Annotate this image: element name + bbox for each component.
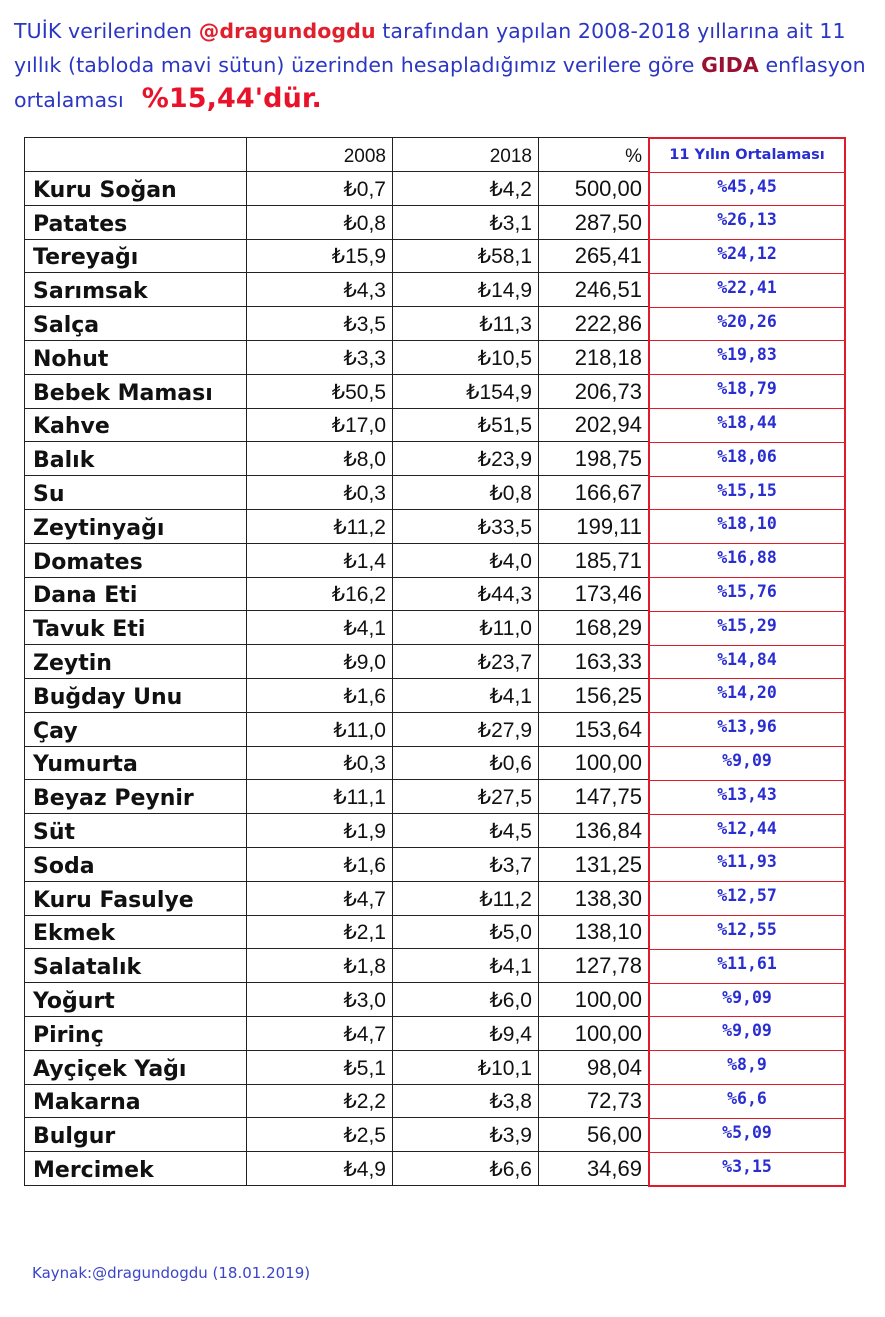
average-value: %11,61: [717, 953, 777, 973]
average-cell: [649, 1085, 845, 1119]
average-value: %16,88: [717, 548, 777, 568]
average-value: %12,55: [717, 920, 777, 940]
table-row: [25, 408, 649, 442]
price-2008: ₺4,9: [247, 1152, 393, 1186]
percent-change: 147,75: [539, 780, 649, 814]
average-value: %11,93: [717, 852, 777, 872]
item-name: Patates: [25, 205, 247, 239]
item-name: Makarna: [25, 1084, 247, 1118]
average-cell: [649, 949, 845, 983]
price-2018: ₺3,8: [393, 1084, 539, 1118]
average-column: [648, 137, 846, 1187]
header-percent: %: [539, 138, 649, 172]
average-row: [649, 544, 845, 578]
table-row: [25, 442, 649, 476]
price-2018: ₺9,4: [393, 1016, 539, 1050]
average-header-row: [649, 138, 845, 172]
average-value: %12,57: [717, 886, 777, 906]
table-row: [25, 307, 649, 341]
table-row: [25, 374, 649, 408]
average-cell: [649, 307, 845, 341]
item-name: Pirinç: [25, 1016, 247, 1050]
price-2018: ₺4,2: [393, 172, 539, 206]
title-part2: tarafından yapılan 2008-2018 yıllarına ait 11 yıllık (tabloda mavi sütun) üzerinden hesapladığımız verilere göre: [14, 19, 846, 77]
price-2008: ₺4,7: [247, 881, 393, 915]
average-cell: [649, 206, 845, 240]
average-cell: [649, 442, 845, 476]
price-2008: ₺4,3: [247, 273, 393, 307]
percent-change: 72,73: [539, 1084, 649, 1118]
table-row: [25, 847, 649, 881]
average-value: %20,26: [717, 311, 777, 331]
average-cell: [649, 1051, 845, 1085]
item-name: Yoğurt: [25, 983, 247, 1017]
price-2018: ₺5,0: [393, 915, 539, 949]
percent-change: 206,73: [539, 374, 649, 408]
percent-change: 163,33: [539, 645, 649, 679]
price-2018: ₺11,2: [393, 881, 539, 915]
price-2008: ₺1,6: [247, 847, 393, 881]
price-2008: ₺11,2: [247, 509, 393, 543]
percent-change: 246,51: [539, 273, 649, 307]
table-row: [25, 509, 649, 543]
table-row: [25, 205, 649, 239]
price-2008: ₺1,9: [247, 814, 393, 848]
price-2018: ₺6,0: [393, 983, 539, 1017]
percent-change: 56,00: [539, 1118, 649, 1152]
average-row: [649, 882, 845, 916]
average-cell: [649, 240, 845, 274]
price-2018: ₺11,3: [393, 307, 539, 341]
price-2018: ₺14,9: [393, 273, 539, 307]
average-value: %12,44: [717, 818, 777, 838]
price-2018: ₺154,9: [393, 374, 539, 408]
average-cell: [649, 375, 845, 409]
header-name: [25, 138, 247, 172]
average-row: [649, 1051, 845, 1085]
average-row: [649, 341, 845, 375]
price-2008: ₺9,0: [247, 645, 393, 679]
average-cell: [649, 341, 845, 375]
table-row: [25, 780, 649, 814]
price-2008: ₺0,8: [247, 205, 393, 239]
price-2008: ₺0,7: [247, 172, 393, 206]
percent-change: 287,50: [539, 205, 649, 239]
price-2018: ₺3,9: [393, 1118, 539, 1152]
percent-change: 100,00: [539, 1016, 649, 1050]
item-name: Zeytin: [25, 645, 247, 679]
item-name: Domates: [25, 543, 247, 577]
item-name: Kahve: [25, 408, 247, 442]
price-2008: ₺50,5: [247, 374, 393, 408]
average-cell: [649, 1152, 845, 1186]
percent-change: 131,25: [539, 847, 649, 881]
table-row: [25, 678, 649, 712]
average-cell: [649, 578, 845, 612]
percent-change: 218,18: [539, 340, 649, 374]
table-row: [25, 1084, 649, 1118]
average-cell: [649, 273, 845, 307]
average-value: %3,15: [722, 1156, 772, 1176]
average-row: [649, 916, 845, 950]
percent-change: 100,00: [539, 746, 649, 780]
percent-change: 138,30: [539, 881, 649, 915]
percent-change: 136,84: [539, 814, 649, 848]
average-cell: [649, 1118, 845, 1152]
header-2018: 2018: [393, 138, 539, 172]
price-2008: ₺4,1: [247, 611, 393, 645]
price-2018: ₺58,1: [393, 239, 539, 273]
average-row: [649, 476, 845, 510]
title-handle: @dragundogdu: [198, 19, 376, 43]
average-cell: [649, 713, 845, 747]
average-value: %14,84: [717, 649, 777, 669]
average-row: [649, 409, 845, 443]
price-2008: ₺2,1: [247, 915, 393, 949]
average-row: [649, 983, 845, 1017]
title-part1: TUİK verilerinden: [14, 19, 199, 43]
price-2008: ₺2,5: [247, 1118, 393, 1152]
table-row: [25, 611, 649, 645]
average-cell: [649, 476, 845, 510]
price-2008: ₺2,2: [247, 1084, 393, 1118]
average-value: %14,20: [717, 683, 777, 703]
average-row: [649, 780, 845, 814]
item-name: Kuru Soğan: [25, 172, 247, 206]
item-name: Kuru Fasulye: [25, 881, 247, 915]
average-row: [649, 949, 845, 983]
item-name: Ekmek: [25, 915, 247, 949]
item-name: Tereyağı: [25, 239, 247, 273]
table-row: [25, 1050, 649, 1084]
percent-change: 153,64: [539, 712, 649, 746]
item-name: Salça: [25, 307, 247, 341]
price-2008: ₺4,7: [247, 1016, 393, 1050]
price-2018: ₺33,5: [393, 509, 539, 543]
title-part3: enflasyon ortalaması: [14, 53, 866, 112]
price-2008: ₺15,9: [247, 239, 393, 273]
header-2008: 2008: [247, 138, 393, 172]
average-row: [649, 206, 845, 240]
percent-change: 222,86: [539, 307, 649, 341]
average-cell: [649, 780, 845, 814]
average-cell: [649, 611, 845, 645]
price-2018: ₺0,6: [393, 746, 539, 780]
average-value: %13,43: [717, 784, 777, 804]
item-name: Buğday Unu: [25, 678, 247, 712]
table-row: [25, 949, 649, 983]
average-row: [649, 1085, 845, 1119]
average-row: [649, 679, 845, 713]
inflation-table: [24, 137, 649, 1186]
price-2018: ₺3,1: [393, 205, 539, 239]
average-row: [649, 172, 845, 206]
average-value: %18,06: [717, 446, 777, 466]
price-2008: ₺5,1: [247, 1050, 393, 1084]
table-row: [25, 273, 649, 307]
percent-change: 168,29: [539, 611, 649, 645]
price-2018: ₺27,9: [393, 712, 539, 746]
average-cell: [649, 916, 845, 950]
item-name: Ayçiçek Yağı: [25, 1050, 247, 1084]
table-row: [25, 712, 649, 746]
page-title: [14, 14, 874, 117]
price-2008: ₺1,4: [247, 543, 393, 577]
price-2018: ₺27,5: [393, 780, 539, 814]
price-2018: ₺10,5: [393, 340, 539, 374]
price-2008: ₺3,3: [247, 340, 393, 374]
average-row: [649, 611, 845, 645]
item-name: Su: [25, 476, 247, 510]
average-row: [649, 1152, 845, 1186]
price-2008: ₺16,2: [247, 577, 393, 611]
item-name: Mercimek: [25, 1152, 247, 1186]
average-cell: [649, 848, 845, 882]
item-name: Tavuk Eti: [25, 611, 247, 645]
table-row: [25, 1016, 649, 1050]
average-value: %15,76: [717, 582, 777, 602]
average-row: [649, 747, 845, 781]
price-2008: ₺8,0: [247, 442, 393, 476]
average-row: [649, 1118, 845, 1152]
table-row: [25, 476, 649, 510]
source-note: Kaynak:@dragundogdu (18.01.2019): [32, 1264, 311, 1282]
price-2008: ₺11,0: [247, 712, 393, 746]
price-2008: ₺11,1: [247, 780, 393, 814]
title-gida: GIDA: [701, 53, 759, 77]
average-value: %15,15: [717, 480, 777, 500]
table-header-row: [25, 138, 649, 172]
item-name: Salatalık: [25, 949, 247, 983]
average-cell: [649, 882, 845, 916]
price-2018: ₺23,9: [393, 442, 539, 476]
average-cell: [649, 409, 845, 443]
average-value: %5,09: [722, 1122, 772, 1142]
average-value: %9,09: [722, 751, 772, 771]
average-cell: [649, 172, 845, 206]
percent-change: 500,00: [539, 172, 649, 206]
average-row: [649, 240, 845, 274]
price-2018: ₺11,0: [393, 611, 539, 645]
average-row: [649, 645, 845, 679]
percent-change: 173,46: [539, 577, 649, 611]
item-name: Balık: [25, 442, 247, 476]
average-value: %19,83: [717, 345, 777, 365]
average-row: [649, 273, 845, 307]
average-value: %9,09: [722, 1021, 772, 1041]
average-value: %6,6: [727, 1089, 767, 1109]
percent-change: 166,67: [539, 476, 649, 510]
percent-change: 198,75: [539, 442, 649, 476]
price-2018: ₺4,5: [393, 814, 539, 848]
item-name: Bulgur: [25, 1118, 247, 1152]
average-row: [649, 375, 845, 409]
average-value: %26,13: [717, 210, 777, 230]
average-row: [649, 510, 845, 544]
price-2008: ₺3,5: [247, 307, 393, 341]
average-row: [649, 848, 845, 882]
table-row: [25, 543, 649, 577]
average-value: %18,10: [717, 514, 777, 534]
percent-change: 185,71: [539, 543, 649, 577]
table-row: [25, 746, 649, 780]
table-row: [25, 172, 649, 206]
table-row: [25, 915, 649, 949]
price-2018: ₺51,5: [393, 408, 539, 442]
average-cell: [649, 544, 845, 578]
average-value: %45,45: [717, 176, 777, 196]
item-name: Bebek Maması: [25, 374, 247, 408]
table-row: [25, 1118, 649, 1152]
average-value: %9,09: [722, 987, 772, 1007]
average-cell: [649, 983, 845, 1017]
average-cell: [649, 1017, 845, 1051]
percent-change: 199,11: [539, 509, 649, 543]
item-name: Yumurta: [25, 746, 247, 780]
average-cell: [649, 814, 845, 848]
table-row: [25, 881, 649, 915]
average-value: %18,79: [717, 379, 777, 399]
header-average: [649, 138, 845, 172]
price-2018: ₺3,7: [393, 847, 539, 881]
average-value: %13,96: [717, 717, 777, 737]
item-name: Nohut: [25, 340, 247, 374]
average-row: [649, 1017, 845, 1051]
price-2018: ₺6,6: [393, 1152, 539, 1186]
price-2008: ₺3,0: [247, 983, 393, 1017]
title-highlight: %15,44'dür.: [141, 83, 322, 114]
price-2008: ₺0,3: [247, 746, 393, 780]
average-cell: [649, 679, 845, 713]
average-row: [649, 814, 845, 848]
percent-change: 34,69: [539, 1152, 649, 1186]
price-2008: ₺0,3: [247, 476, 393, 510]
item-name: Dana Eti: [25, 577, 247, 611]
percent-change: 202,94: [539, 408, 649, 442]
percent-change: 156,25: [539, 678, 649, 712]
price-2008: ₺1,6: [247, 678, 393, 712]
price-2018: ₺4,1: [393, 949, 539, 983]
price-2018: ₺4,1: [393, 678, 539, 712]
average-cell: [649, 645, 845, 679]
price-2018: ₺10,1: [393, 1050, 539, 1084]
average-cell: [649, 747, 845, 781]
item-name: Beyaz Peynir: [25, 780, 247, 814]
item-name: Sarımsak: [25, 273, 247, 307]
table-row: [25, 1152, 649, 1186]
price-2018: ₺0,8: [393, 476, 539, 510]
table-row: [25, 645, 649, 679]
average-row: [649, 578, 845, 612]
price-2008: ₺17,0: [247, 408, 393, 442]
average-value: %18,44: [717, 413, 777, 433]
item-name: Soda: [25, 847, 247, 881]
price-2018: ₺23,7: [393, 645, 539, 679]
average-cell: [649, 510, 845, 544]
average-value: %8,9: [727, 1055, 767, 1075]
average-value: %15,29: [717, 615, 777, 635]
percent-change: 98,04: [539, 1050, 649, 1084]
table-row: [25, 340, 649, 374]
price-2018: ₺44,3: [393, 577, 539, 611]
header-average-label: 11 Yılın Ortalaması: [669, 147, 825, 164]
table-row: [25, 983, 649, 1017]
table-row: [25, 814, 649, 848]
item-name: Zeytinyağı: [25, 509, 247, 543]
average-value: %24,12: [717, 244, 777, 264]
price-2008: ₺1,8: [247, 949, 393, 983]
percent-change: 138,10: [539, 915, 649, 949]
average-row: [649, 442, 845, 476]
average-value: %22,41: [717, 277, 777, 297]
item-name: Süt: [25, 814, 247, 848]
item-name: Çay: [25, 712, 247, 746]
percent-change: 265,41: [539, 239, 649, 273]
average-row: [649, 713, 845, 747]
table-row: [25, 239, 649, 273]
average-row: [649, 307, 845, 341]
percent-change: 127,78: [539, 949, 649, 983]
table-row: [25, 577, 649, 611]
percent-change: 100,00: [539, 983, 649, 1017]
price-2018: ₺4,0: [393, 543, 539, 577]
